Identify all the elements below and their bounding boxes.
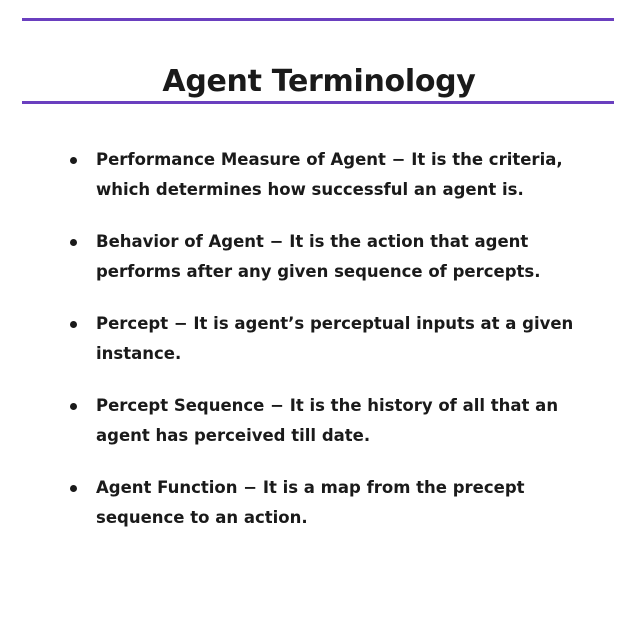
bullet-dot-icon — [70, 157, 77, 164]
bullet-item-percept — [58, 309, 598, 369]
slide-title: Agent Terminology — [162, 64, 476, 100]
bullet-text: Percept − It is agent’s perceptual inputs at a given instance. — [96, 314, 574, 363]
bullet-text: Percept Sequence − It is the history of all that an agent has perceived till date. — [96, 396, 559, 445]
bullet-text: Behavior of Agent − It is the action that agent performs after any given sequence of percepts. — [96, 232, 541, 281]
bullet-text: Performance Measure of Agent − It is the criteria, which determines how successful an agent is. — [96, 150, 563, 199]
title-underline — [22, 101, 614, 104]
bullet-item-agent-function — [58, 473, 598, 533]
bullet-item-percept-sequence — [58, 391, 598, 451]
bullet-dot-icon — [70, 485, 77, 492]
bullet-list — [58, 145, 598, 555]
bullet-dot-icon — [70, 239, 77, 246]
bullet-item-behavior — [58, 227, 598, 287]
bullet-text: Agent Function − It is a map from the precept sequence to an action. — [96, 478, 525, 527]
top-divider — [22, 18, 614, 21]
bullet-item-performance-measure — [58, 145, 598, 205]
bullet-dot-icon — [70, 321, 77, 328]
bullet-dot-icon — [70, 403, 77, 410]
